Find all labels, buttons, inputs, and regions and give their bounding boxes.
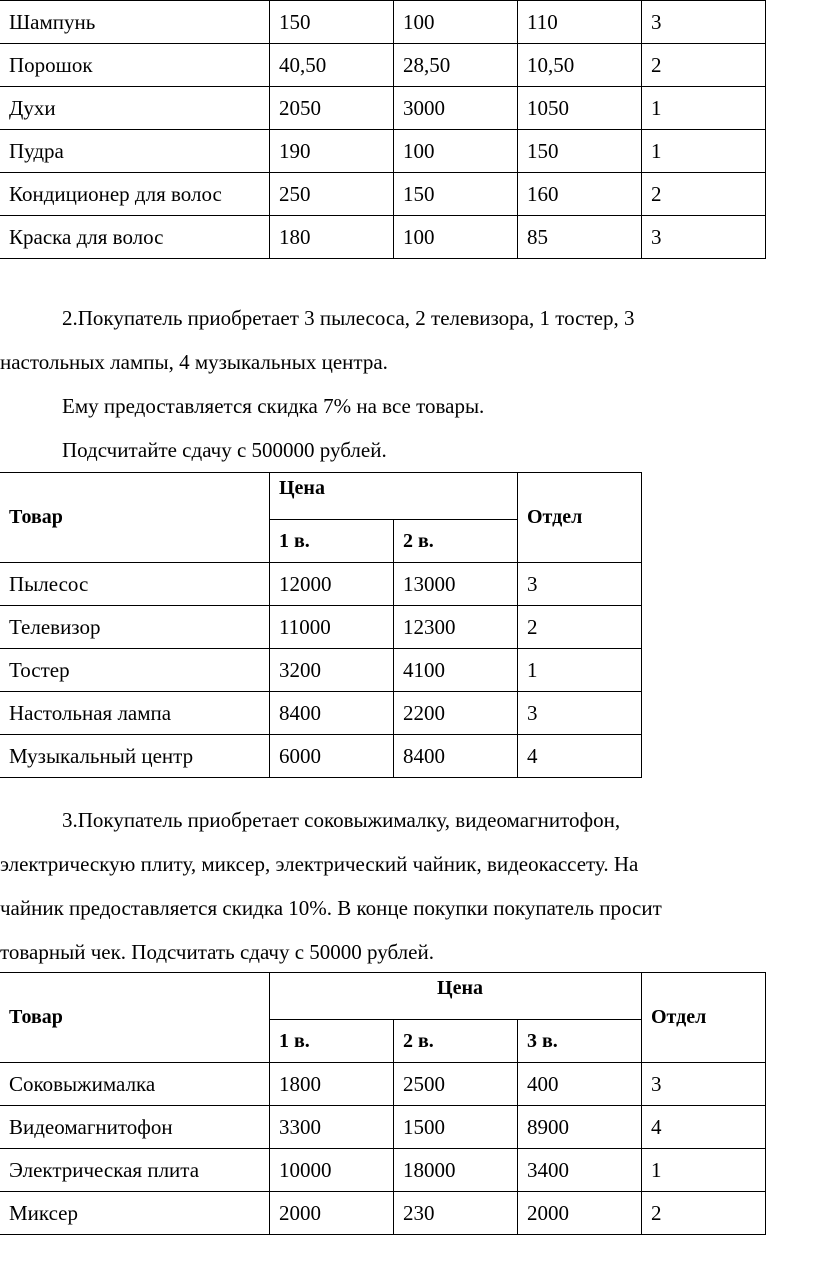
table-cell: Краска для волос — [0, 216, 270, 259]
table-row — [0, 1192, 766, 1235]
table-cell: 150 — [270, 1, 394, 44]
table-cell: 2000 — [270, 1192, 394, 1235]
table-cell: 10000 — [270, 1149, 394, 1192]
table-cell: 85 — [518, 216, 642, 259]
task-2-line-1: 2.Покупатель приобретает 3 пылесоса, 2 телевизора, 1 тостер, 3 — [62, 306, 635, 330]
table-cell: Кондиционер для волос — [0, 173, 270, 216]
table-cell: 3 — [518, 692, 642, 735]
task-2-line-3: Ему предоставляется скидка 7% на все товары. — [62, 394, 485, 418]
table-row — [0, 1, 766, 44]
table-cell: 160 — [518, 173, 642, 216]
table-cell: 28,50 — [394, 44, 518, 87]
table-cell: 2 — [642, 1192, 766, 1235]
table-row — [0, 1063, 766, 1106]
table-cell: 1800 — [270, 1063, 394, 1106]
table-cell: 1 — [642, 1149, 766, 1192]
table-cell: 12000 — [270, 563, 394, 606]
table-cell: Миксер — [0, 1192, 270, 1235]
table-row — [0, 735, 642, 778]
table-cell: 400 — [518, 1063, 642, 1106]
table-cell: Пудра — [0, 130, 270, 173]
table-cell: 2500 — [394, 1063, 518, 1106]
table-cell: 100 — [394, 1, 518, 44]
table-row — [0, 1149, 766, 1192]
header-version-1: 1 в. — [270, 520, 394, 563]
table-cell: 1050 — [518, 87, 642, 130]
table-cell: 4 — [642, 1106, 766, 1149]
table-cell: 190 — [270, 130, 394, 173]
header-version-2: 2 в. — [394, 520, 518, 563]
table-cell: Видеомагнитофон — [0, 1106, 270, 1149]
table-cell: Духи — [0, 87, 270, 130]
task-3-line-4: товарный чек. Подсчитать сдачу с 50000 рублей. — [0, 940, 434, 964]
table-cell: 2000 — [518, 1192, 642, 1235]
task-2-text — [0, 296, 800, 472]
table-cell: 1 — [642, 87, 766, 130]
table-cell: 230 — [394, 1192, 518, 1235]
table-cell: 18000 — [394, 1149, 518, 1192]
table-cell: 4 — [518, 735, 642, 778]
table-row — [0, 649, 642, 692]
table-row — [0, 563, 642, 606]
table-cell: 250 — [270, 173, 394, 216]
table-row — [0, 173, 766, 216]
table-row — [0, 1106, 766, 1149]
table-cell: Шампунь — [0, 1, 270, 44]
table-row — [0, 44, 766, 87]
table-cell: 1500 — [394, 1106, 518, 1149]
table-cell: 100 — [394, 216, 518, 259]
table-row — [0, 606, 642, 649]
table-cell: Настольная лампа — [0, 692, 270, 735]
header-department: Отдел — [642, 973, 766, 1063]
table-cell: 6000 — [270, 735, 394, 778]
table-row — [0, 87, 766, 130]
table-cell: 3000 — [394, 87, 518, 130]
table-row — [0, 216, 766, 259]
header-version-3: 3 в. — [518, 1020, 642, 1063]
table-header-row — [0, 973, 766, 1020]
table-cell: 13000 — [394, 563, 518, 606]
task-2-line-2: настольных лампы, 4 музыкальных центра. — [0, 350, 388, 374]
task-3-text — [0, 798, 800, 974]
table-cell: Музыкальный центр — [0, 735, 270, 778]
products-table-3 — [0, 972, 766, 1235]
table-header-row — [0, 473, 642, 520]
table-cell: Порошок — [0, 44, 270, 87]
table-cell: 2050 — [270, 87, 394, 130]
header-product: Товар — [0, 973, 270, 1063]
header-product: Товар — [0, 473, 270, 563]
table-cell: 40,50 — [270, 44, 394, 87]
task-3-line-2: электрическую плиту, миксер, электрический чайник, видеокассету. На — [0, 852, 639, 876]
task-3-line-1: 3.Покупатель приобретает соковыжималку, видеомагнитофон, — [62, 808, 621, 832]
table-row — [0, 130, 766, 173]
products-table-2 — [0, 472, 642, 778]
table-cell: 3300 — [270, 1106, 394, 1149]
table-cell: 150 — [518, 130, 642, 173]
table-cell: 10,50 — [518, 44, 642, 87]
header-price: Цена — [270, 473, 518, 520]
table-cell: 11000 — [270, 606, 394, 649]
table-cell: 2 — [518, 606, 642, 649]
table-cell: 150 — [394, 173, 518, 216]
table-cell: 3 — [642, 216, 766, 259]
table-cell: Соковыжималка — [0, 1063, 270, 1106]
table-row — [0, 692, 642, 735]
table-cell: 2 — [642, 173, 766, 216]
header-version-2: 2 в. — [394, 1020, 518, 1063]
table-cell: 110 — [518, 1, 642, 44]
header-price: Цена — [270, 973, 642, 1020]
table-cell: 2200 — [394, 692, 518, 735]
table-cell: 4100 — [394, 649, 518, 692]
products-table-1 — [0, 0, 766, 259]
table-cell: 1 — [518, 649, 642, 692]
task-2-line-4: Подсчитайте сдачу с 500000 рублей. — [62, 438, 387, 462]
table-cell: 3 — [518, 563, 642, 606]
table-cell: Электрическая плита — [0, 1149, 270, 1192]
task-3-line-3: чайник предоставляется скидка 10%. В конце покупки покупатель просит — [0, 896, 662, 920]
table-cell: 3 — [642, 1063, 766, 1106]
header-department: Отдел — [518, 473, 642, 563]
table-cell: Тостер — [0, 649, 270, 692]
table-cell: 180 — [270, 216, 394, 259]
table-cell: Пылесос — [0, 563, 270, 606]
table-cell: 8400 — [270, 692, 394, 735]
table-cell: 8900 — [518, 1106, 642, 1149]
table-cell: 3400 — [518, 1149, 642, 1192]
table-cell: 100 — [394, 130, 518, 173]
table-cell: Телевизор — [0, 606, 270, 649]
table-cell: 2 — [642, 44, 766, 87]
table-cell: 8400 — [394, 735, 518, 778]
table-cell: 1 — [642, 130, 766, 173]
table-cell: 12300 — [394, 606, 518, 649]
header-version-1: 1 в. — [270, 1020, 394, 1063]
table-cell: 3 — [642, 1, 766, 44]
table-cell: 3200 — [270, 649, 394, 692]
